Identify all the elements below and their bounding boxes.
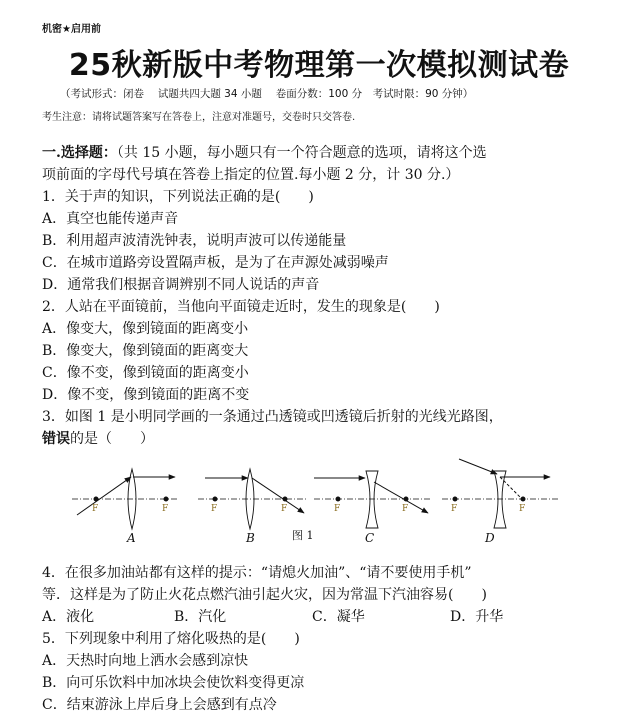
section-heading	[42, 142, 487, 164]
svg-text:D: D	[485, 531, 495, 545]
q2-option-d: D．像不变，像到镜面的距离不变	[42, 387, 250, 403]
q5-stem: 5．下列现象中利用了熔化吸热的是( )	[42, 631, 300, 647]
svg-text:C: C	[365, 531, 375, 545]
q1-option-a: A．真空也能传递声音	[42, 211, 179, 227]
q2-stem: 2．人站在平面镜前，当他向平面镜走近时，发生的现象是( )	[42, 299, 440, 315]
q5-option-a: A．天热时向地上洒水会感到凉快	[42, 653, 249, 669]
svg-text:F: F	[402, 504, 409, 514]
svg-text:A: A	[127, 531, 136, 545]
exam-meta: （考试形式：闭卷 试题共四大题 34 小题 卷面分数：100 分 考试时限：90 分钟）	[60, 88, 474, 100]
svg-text:F: F	[92, 504, 99, 514]
q4-option-a: A．液化	[42, 609, 95, 625]
svg-text:图 1: 图 1	[292, 529, 314, 542]
exam-notice: 考生注意：请将试题答案写在答卷上，注意对准题号，交卷时只交答卷.	[42, 112, 356, 123]
q4-options	[42, 606, 503, 626]
q4-option-c: C．凝华	[312, 609, 365, 625]
page-title: 25秋新版中考物理第一次模拟测试卷	[68, 48, 570, 83]
q3-stem-tail: 的是（ ）	[70, 431, 154, 447]
q5-option-b: B．向可乐饮料中加冰块会使饮料变得更凉	[42, 675, 305, 691]
q3-stem-end	[42, 428, 154, 450]
svg-text:F: F	[451, 504, 458, 514]
svg-text:F: F	[334, 504, 341, 514]
confidential-label: 机密★启用前	[42, 24, 101, 35]
lens-diagram	[60, 455, 560, 550]
svg-text:F: F	[162, 504, 169, 514]
q1-stem: 1．关于声的知识，下列说法正确的是( )	[42, 189, 314, 205]
q3-emphasis: 错误	[42, 431, 70, 447]
panel-b-convex-lens	[198, 469, 306, 529]
panel-c-concave-lens	[314, 471, 432, 528]
section-desc-2: 项前面的字母代号填在答卷上指定的位置.每小题 2 分，计 30 分.）	[42, 167, 460, 183]
q2-option-c: C．像不变，像到镜面的距离变小	[42, 365, 249, 381]
q4-option-d: D．升华	[450, 609, 504, 625]
q5-option-c: C．结束游泳上岸后身上会感到有点冷	[42, 697, 277, 713]
q4-option-b: B．汽化	[174, 609, 227, 625]
svg-text:F: F	[211, 504, 218, 514]
q2-option-b: B．像变大，像到镜面的距离变大	[42, 343, 249, 359]
q4-stem-2: 等．这样是为了防止火花点燃汽油引起火灾，因为常温下汽油容易( )	[42, 587, 487, 603]
q2-option-a: A．像变大，像到镜面的距离变小	[42, 321, 249, 337]
q3-stem: 3．如图 1 是小明同学画的一条通过凸透镜或凹透镜后折射的光线光路图，	[42, 409, 503, 425]
panel-a-convex-lens	[72, 469, 178, 529]
q4-stem-1: 4．在很多加油站都有这样的提示：“请熄火加油”、“请不要使用手机”	[42, 565, 472, 581]
q1-option-c: C．在城市道路旁设置隔声板，是为了在声源处减弱噪声	[42, 255, 389, 271]
q1-option-b: B．利用超声波清洗钟表，说明声波可以传递能量	[42, 233, 347, 249]
svg-text:F: F	[281, 504, 288, 514]
q1-option-d: D．通常我们根据音调辨别不同人说话的声音	[42, 277, 320, 293]
svg-text:F: F	[519, 504, 526, 514]
section-title: 一.选择题：	[42, 145, 117, 161]
panel-d-concave-lens	[442, 459, 560, 528]
section-desc-1: （共 15 小题，每小题只有一个符合题意的选项，请将这个选	[116, 145, 487, 161]
svg-text:B: B	[246, 531, 255, 545]
